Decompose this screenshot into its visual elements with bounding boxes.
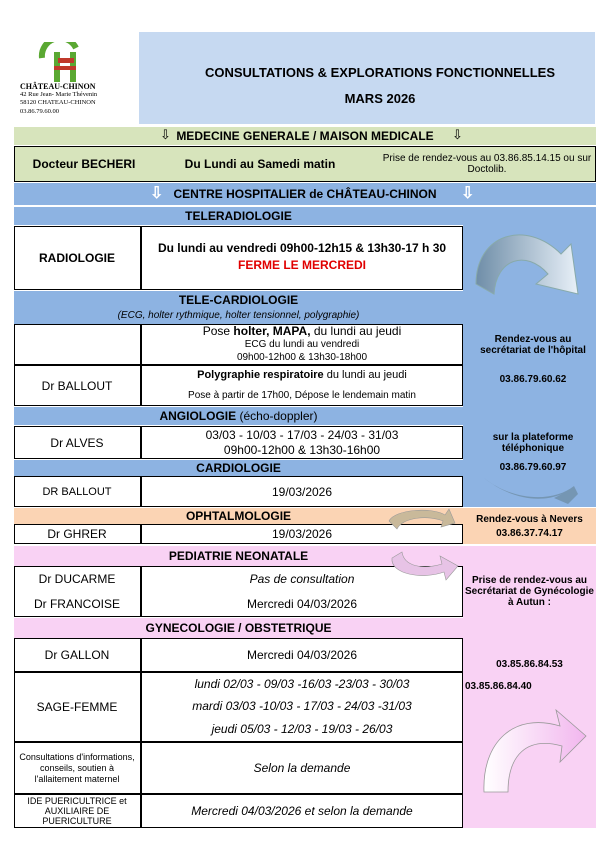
gyneco-phone-1: 03.85.86.84.53 <box>496 658 563 670</box>
hopital-banner-text: CENTRE HOSPITALIER de CHÂTEAU-CHINON <box>173 187 437 201</box>
dr-ducarme: Dr DUCARME <box>38 572 116 586</box>
ophtalmo-rdv: Rendez-vous à Nevers <box>476 513 583 525</box>
curved-arrow-icon <box>385 505 459 541</box>
curved-arrow-icon <box>474 692 594 802</box>
hopital-rdv: Rendez-vous au secrétariat de l'hôpital <box>480 334 586 356</box>
logo-block <box>14 38 126 118</box>
poly-bold: Polygraphie respiratoire <box>197 369 324 381</box>
dr-ballout: Dr BALLOUT <box>41 378 113 393</box>
pediatrie-rdv: Prise de rendez-vous au Secrétariat de Gynécologie à Autun : <box>465 574 594 608</box>
holter-prefix: Pose <box>202 324 234 338</box>
medecine-doctor: Docteur BECHERI <box>32 157 136 171</box>
hopital-platform-phone: 03.86.79.60.97 <box>499 461 567 473</box>
radiologie-label: RADIOLOGIE <box>38 251 115 265</box>
sage-femme: SAGE-FEMME <box>36 700 118 714</box>
dr-gallon: Dr GALLON <box>44 648 110 662</box>
page-subtitle: MARS 2026 <box>344 90 416 106</box>
ophtalmo-header: OPHTALMOLOGIE <box>14 508 463 524</box>
curved-arrow-icon <box>466 214 594 324</box>
sage-line-2: mardi 03/03 -10/03 - 17/03 - 24/03 -31/03 <box>192 699 412 713</box>
dr-alves: Dr ALVES <box>50 435 104 450</box>
curved-arrow-icon <box>386 548 460 588</box>
logo-brand: CHÂTEAU-CHINON <box>20 82 96 91</box>
down-arrow-icon: ⇩ <box>461 185 475 202</box>
medecine-contact: Prise de rendez-vous au 03.86.85.14.15 ou sur Doctolib. <box>382 153 592 175</box>
ide-value: Mercredi 04/03/2026 et selon la demande <box>191 804 413 818</box>
gyneco-phone-2: 03.85.86.84.40 <box>465 681 532 692</box>
curved-arrow-icon <box>474 474 584 508</box>
medecine-schedule: Du Lundi au Samedi matin <box>184 157 336 171</box>
down-arrow-icon: ⇩ <box>452 127 463 142</box>
pediatrie-header: PEDIATRIE NEONATALE <box>14 546 463 566</box>
dr-ballout-cardio: DR BALLOUT <box>42 485 112 498</box>
angiologie-title: ANGIOLOGIE <box>159 409 237 423</box>
ecg-hours: 09h00-12h00 & 13h30-18h00 <box>236 352 368 363</box>
cardiologie-header: CARDIOLOGIE <box>14 460 463 476</box>
radiologie-hours: Du lundi au vendredi 09h00-12h15 & 13h30-17 h 30 <box>157 241 447 255</box>
ophtalmo-date: 19/03/2026 <box>271 527 333 541</box>
hopital-rdv-phone: 03.86.79.60.62 <box>499 373 567 385</box>
angiologie-header <box>14 407 463 425</box>
page-title: CONSULTATIONS & EXPLORATIONS FONCTIONNELLES <box>204 64 556 80</box>
holter-bold: holter, MAPA, <box>233 324 311 338</box>
ducarme-value: Pas de consultation <box>249 572 355 586</box>
consult-label: Consultations d'informations, conseils, soutien à l'allaitement maternel <box>19 751 135 784</box>
logo-h-icon <box>36 42 96 84</box>
sage-line-1: lundi 02/03 - 09/03 -16/03 -23/03 - 30/03 <box>194 677 410 691</box>
telecardio-subtitle: (ECG, holter rythmique, holter tensionnel, polygraphie) <box>117 309 360 321</box>
down-arrow-icon: ⇩ <box>160 127 171 142</box>
medecine-banner-text: MEDECINE GENERALE / MAISON MEDICALE <box>176 129 434 143</box>
alves-dates: 03/03 - 10/03 - 17/03 - 24/03 - 31/03 <box>205 427 399 442</box>
ecg-line: ECG du lundi au vendredi <box>244 339 360 350</box>
ide-label: IDE PUERICULTRICE et AUXILIAIRE DE PUERICULTURE <box>27 796 127 826</box>
francoise-value: Mercredi 04/03/2026 <box>246 597 358 611</box>
dr-francoise: Dr FRANCOISE <box>33 597 120 611</box>
cardiologie-date: 19/03/2026 <box>271 484 333 499</box>
sage-line-3: jeudi 05/03 - 12/03 - 19/03 - 26/03 <box>211 722 393 736</box>
hopital-platform: sur la plateforme téléphonique <box>492 432 574 454</box>
radiologie-closed: FERME LE MERCREDI <box>237 258 366 272</box>
gyneco-header: GYNECOLOGIE / OBSTETRIQUE <box>14 618 463 638</box>
holter-suffix: du lundi au jeudi <box>310 324 402 338</box>
medecine-banner <box>14 127 596 145</box>
down-arrow-icon: ⇩ <box>150 185 164 202</box>
teleradiologie-header: TELERADIOLOGIE <box>14 207 463 225</box>
holter-line <box>141 324 463 338</box>
logo-address-1: 42 Rue Jean- Marie Thévenin <box>20 91 98 98</box>
logo-address-2: 58120 CHATEAU-CHINON <box>20 99 96 106</box>
angiologie-sub: (écho-doppler) <box>236 409 318 423</box>
ophtalmo-phone: 03.86.37.74.17 <box>496 527 563 539</box>
logo-phone: 03.86.79.60.00 <box>20 108 59 115</box>
gallon-value: Mercredi 04/03/2026 <box>246 648 358 662</box>
dr-ghrer: Dr GHRER <box>47 527 107 541</box>
alves-hours: 09h00-12h00 & 13h30-16h00 <box>223 442 381 457</box>
poly-detail: Pose à partir de 17h00, Dépose le lendemain matin <box>188 389 416 401</box>
poly-line <box>141 367 463 383</box>
poly-suffix: du lundi au jeudi <box>323 369 407 381</box>
consult-value: Selon la demande <box>253 761 351 775</box>
gyneco-divider <box>140 638 142 828</box>
telecardio-title: TELE-CARDIOLOGIE <box>178 293 299 307</box>
hopital-banner <box>14 183 596 205</box>
